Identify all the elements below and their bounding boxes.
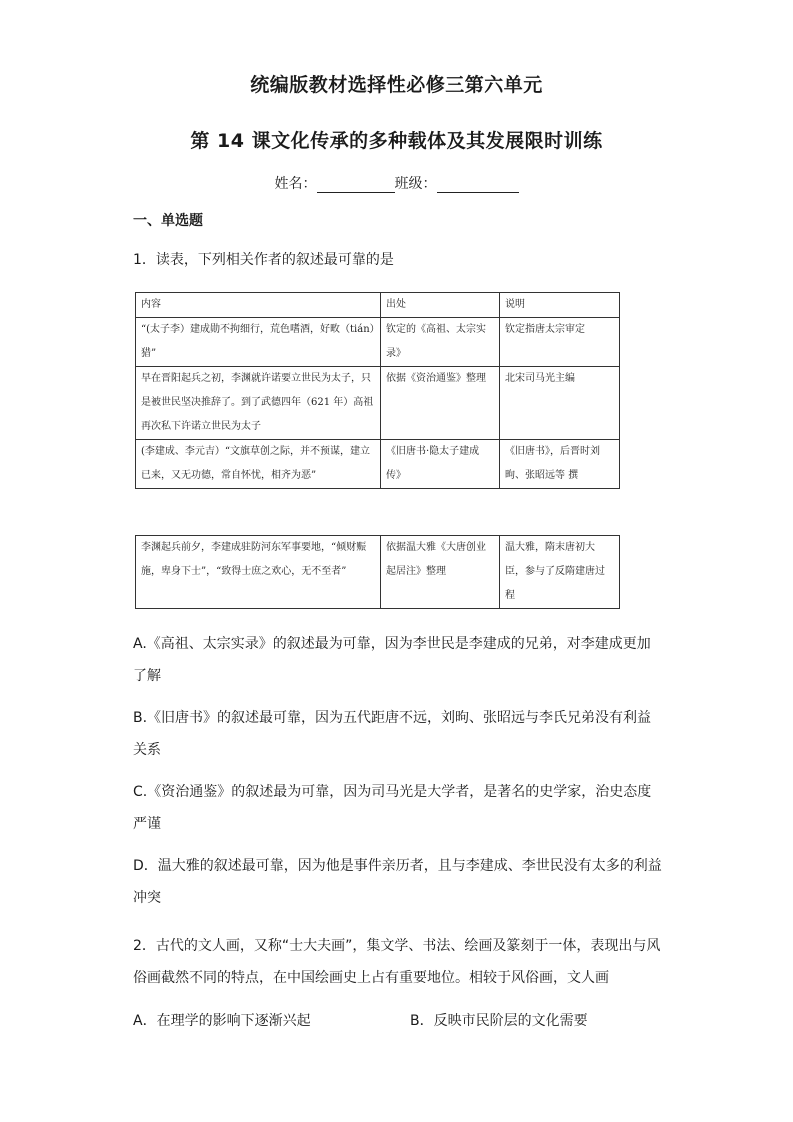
question-1-option-c[interactable]: C.《资治通鉴》的叙述最为可靠，因为司马光是大学者，是著名的史学家，治史态度严谨 (133, 784, 652, 832)
table-cell: “(太子李）建成勋不拘细行，荒色嗜酒，好畋（tián）猎” (136, 318, 381, 367)
table-cell: 早在晋阳起兵之初，李渊就许诺要立世民为太子，只是被世民坚决推辞了。到了武德四年（621 年）高祖再次私下许诺立世民为太子 (136, 367, 381, 440)
table-cell: (李建成、李元吉）“文旗草创之际，并不预谋，建立已来，又无功德，常自怀忧，相齐为恶” (136, 440, 381, 489)
table-cell: 《旧唐书·隐太子建成传》 (381, 440, 500, 489)
class-label: 班级： (394, 176, 437, 192)
question-2-option-b[interactable]: B．反映市民阶层的文化需要 (410, 1013, 588, 1029)
name-label: 姓名： (274, 176, 317, 192)
table-cell: 《旧唐书》，后晋时刘昫、张昭远等 撰 (500, 440, 620, 489)
question-2-stem: 2．古代的文人画，又称“士大夫画”，集文学、书法、绘画及篆刻于一体，表现出与风俗画截然不同的特点，在中国绘画史上占有重要地位。相较于风俗画，文人画 (133, 938, 661, 986)
table-row (136, 536, 620, 609)
table-header-cell: 出处 (381, 293, 500, 318)
table-cell: 钦定指唐太宗审定 (500, 318, 620, 367)
table-cell: 温大雅，隋末唐初大臣，参与了反隋建唐过程 (500, 536, 620, 609)
table-cell: 北宋司马光主编 (500, 367, 620, 440)
question-1-table-2 (135, 535, 620, 609)
table-cell: 依据温大雅《大唐创业起居注》整理 (381, 536, 500, 609)
table-row (136, 367, 620, 440)
section-title: 一、单选题 (133, 213, 203, 229)
name-class-line (0, 173, 793, 193)
name-blank[interactable] (317, 178, 395, 193)
question-1-table-1 (135, 292, 620, 489)
question-1-option-a[interactable]: A.《高祖、太宗实录》的叙述最为可靠，因为李世民是李建成的兄弟，对李建成更加了解 (133, 636, 651, 684)
class-blank[interactable] (437, 178, 519, 193)
question-1-option-d[interactable]: D．温大雅的叙述最可靠，因为他是事件亲历者，且与李建成、李世民没有太多的利益冲突 (133, 858, 662, 906)
table-header-cell: 内容 (136, 293, 381, 318)
table-header-cell: 说明 (500, 293, 620, 318)
table-header-row (136, 293, 620, 318)
question-1-stem: 1．读表，下列相关作者的叙述最可靠的是 (133, 252, 394, 268)
table-row (136, 318, 620, 367)
question-2-option-a[interactable]: A．在理学的影响下逐渐兴起 (133, 1013, 311, 1029)
document-title-line2: 第 14 课文化传承的多种载体及其发展限时训练 (190, 130, 603, 152)
table-row (136, 440, 620, 489)
table-cell: 钦定的《高祖、太宗实录》 (381, 318, 500, 367)
table-cell: 依据《资治通鉴》整理 (381, 367, 500, 440)
question-1-option-b[interactable]: B.《旧唐书》的叙述最可靠，因为五代距唐不远，刘昫、张昭远与李氏兄弟没有利益关系 (133, 710, 652, 758)
table-cell: 李渊起兵前夕，李建成驻防河东军事要地，“倾财赈施，卑身下士”，“致得士庶之欢心，无不至者” (136, 536, 381, 609)
document-title-line1: 统编版教材选择性必修三第六单元 (250, 74, 543, 96)
